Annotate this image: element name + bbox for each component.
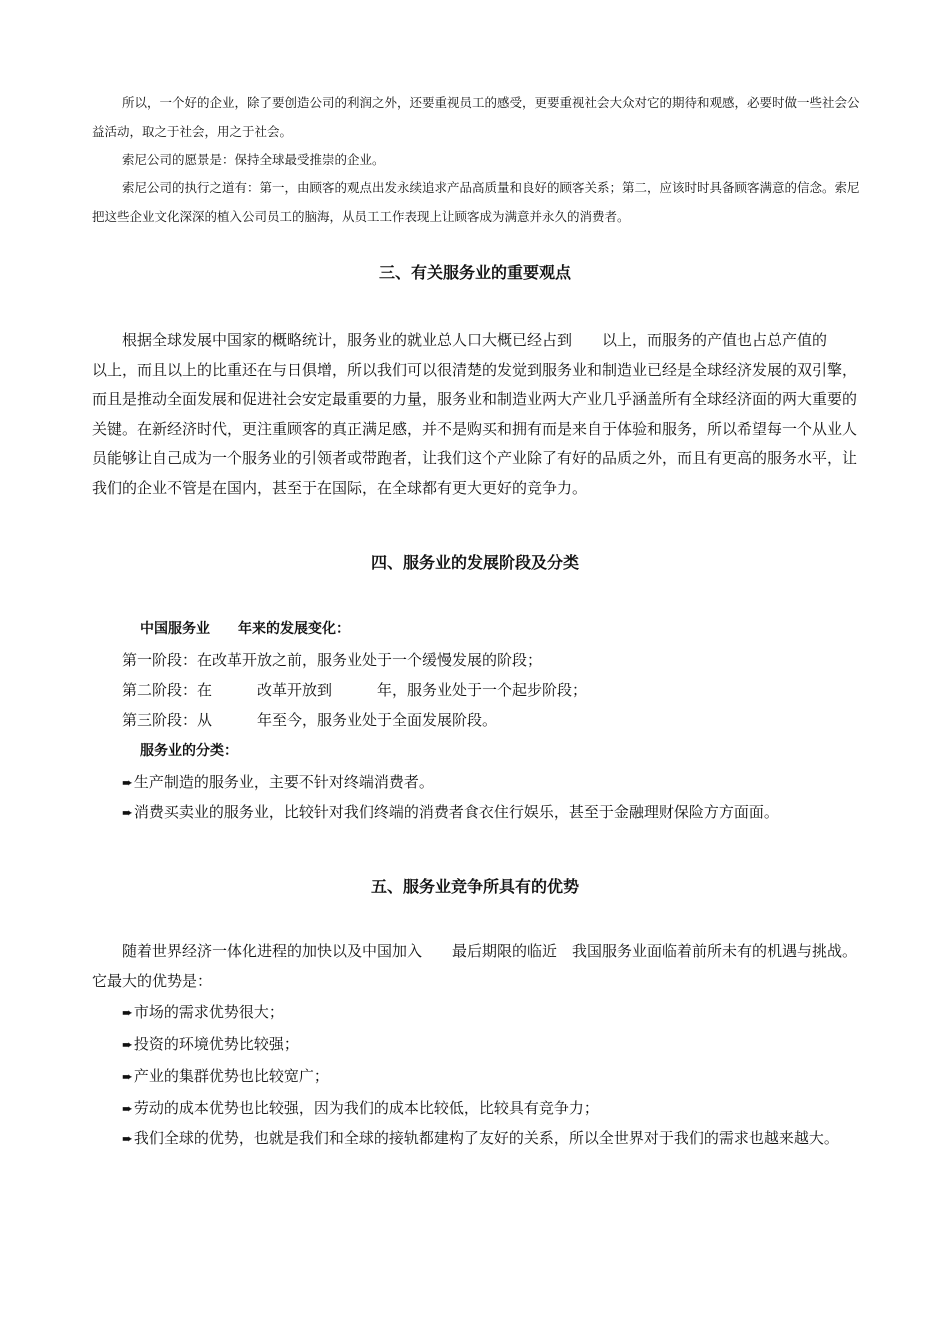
advantage-text: 市场的需求优势很大； bbox=[133, 1003, 284, 1021]
right-arrow-icon: ➨ bbox=[122, 1132, 133, 1147]
right-arrow-icon: ➨ bbox=[122, 1006, 133, 1021]
advantage-item bbox=[122, 1062, 329, 1093]
development-subtitle: 中国服务业 年来的发展变化： bbox=[140, 621, 350, 637]
intro-paragraph-2: 索尼公司的愿景是：保持全球最受推崇的企业。 bbox=[122, 152, 385, 167]
right-arrow-icon: ➨ bbox=[122, 1038, 133, 1053]
advantage-text: 投资的环境优势比较强； bbox=[133, 1035, 299, 1053]
right-arrow-icon: ➨ bbox=[122, 1102, 133, 1117]
right-arrow-icon: ➨ bbox=[122, 1070, 133, 1085]
stage-3: 第三阶段：从 年至今，服务业处于全面发展阶段。 bbox=[122, 711, 498, 729]
section-4-title: 四、服务业的发展阶段及分类 bbox=[370, 553, 579, 572]
intro-paragraph-1: 所以，一个好的企业，除了要创造公司的利润之外，还要重视员工的感受，更要重视社会大众对它的期待和观感，必要时做一些社会公益活动，取之于社会，用之于社会。 bbox=[92, 95, 860, 139]
section-3-paragraph: 根据全球发展中国家的概略统计，服务业的就业总人口大概已经占到 以上，而服务的产值也占总产值的 以上，而且以上的比重还在与日俱增，所以我们可以很清楚的发觉到服务业和制造业已经是全球经济发展的双引擎，而且是推动全面发展和促进社会安定最重要的力量，服务业和制造业两大产业几乎涵盖所有全球经济面的两大重要的关键。在新经济时代，更注重顾客的真正满足感，并不是购买和拥有而是来自于体验和服务，所以希望每一个从业人员能够让自己成为一个服务业的引领者或带跑者，让我们这个产业除了有好的品质之外，而且有更高的服务水平，让我们的企业不管是在国内，甚至于在国际，在全球都有更大更好的竞争力。 bbox=[92, 331, 858, 497]
section-3-title: 三、有关服务业的重要观点 bbox=[378, 263, 571, 282]
stage-2: 第二阶段：在 改革开放到 年，服务业处于一个起步阶段； bbox=[122, 681, 588, 699]
advantage-text: 我们全球的优势，也就是我们和全球的接轨都建构了友好的关系，所以全世界对于我们的需求也越来越大。 bbox=[133, 1129, 839, 1147]
advantage-text: 产业的集群优势也比较宽广； bbox=[133, 1067, 329, 1085]
category-text: 生产制造的服务业，主要不针对终端消费者。 bbox=[133, 773, 434, 791]
category-item bbox=[122, 768, 434, 799]
advantage-item bbox=[122, 1094, 599, 1125]
advantage-text: 劳动的成本优势也比较强，因为我们的成本比较低，比较具有竞争力； bbox=[133, 1099, 599, 1117]
category-text: 消费买卖业的服务业，比较针对我们终端的消费者食衣住行娱乐，甚至于金融理财保险方方面面。 bbox=[133, 803, 779, 821]
stage-1: 第一阶段：在改革开放之前，服务业处于一个缓慢发展的阶段； bbox=[122, 651, 543, 669]
intro-paragraph-3: 索尼公司的执行之道有：第一，由顾客的观点出发永续追求产品高质量和良好的顾客关系；第二，应该时时具备顾客满意的信念。索尼把这些企业文化深深的植入公司员工的脑海，从员工工作表现上让顾客成为满意并永久的消费者。 bbox=[92, 180, 860, 224]
section-5-title: 五、服务业竞争所具有的优势 bbox=[370, 877, 579, 896]
advantage-item bbox=[122, 998, 284, 1029]
category-item bbox=[122, 798, 779, 829]
right-arrow-icon: ➨ bbox=[122, 806, 133, 821]
right-arrow-icon: ➨ bbox=[122, 776, 133, 791]
classification-subtitle: 服务业的分类： bbox=[140, 743, 238, 759]
advantage-item bbox=[92, 1124, 862, 1155]
advantage-item bbox=[122, 1030, 299, 1061]
section-5-paragraph: 随着世界经济一体化进程的加快以及中国加入 最后期限的临近 我国服务业面临着前所未有的机遇与挑战。它最大的优势是： bbox=[92, 942, 858, 990]
